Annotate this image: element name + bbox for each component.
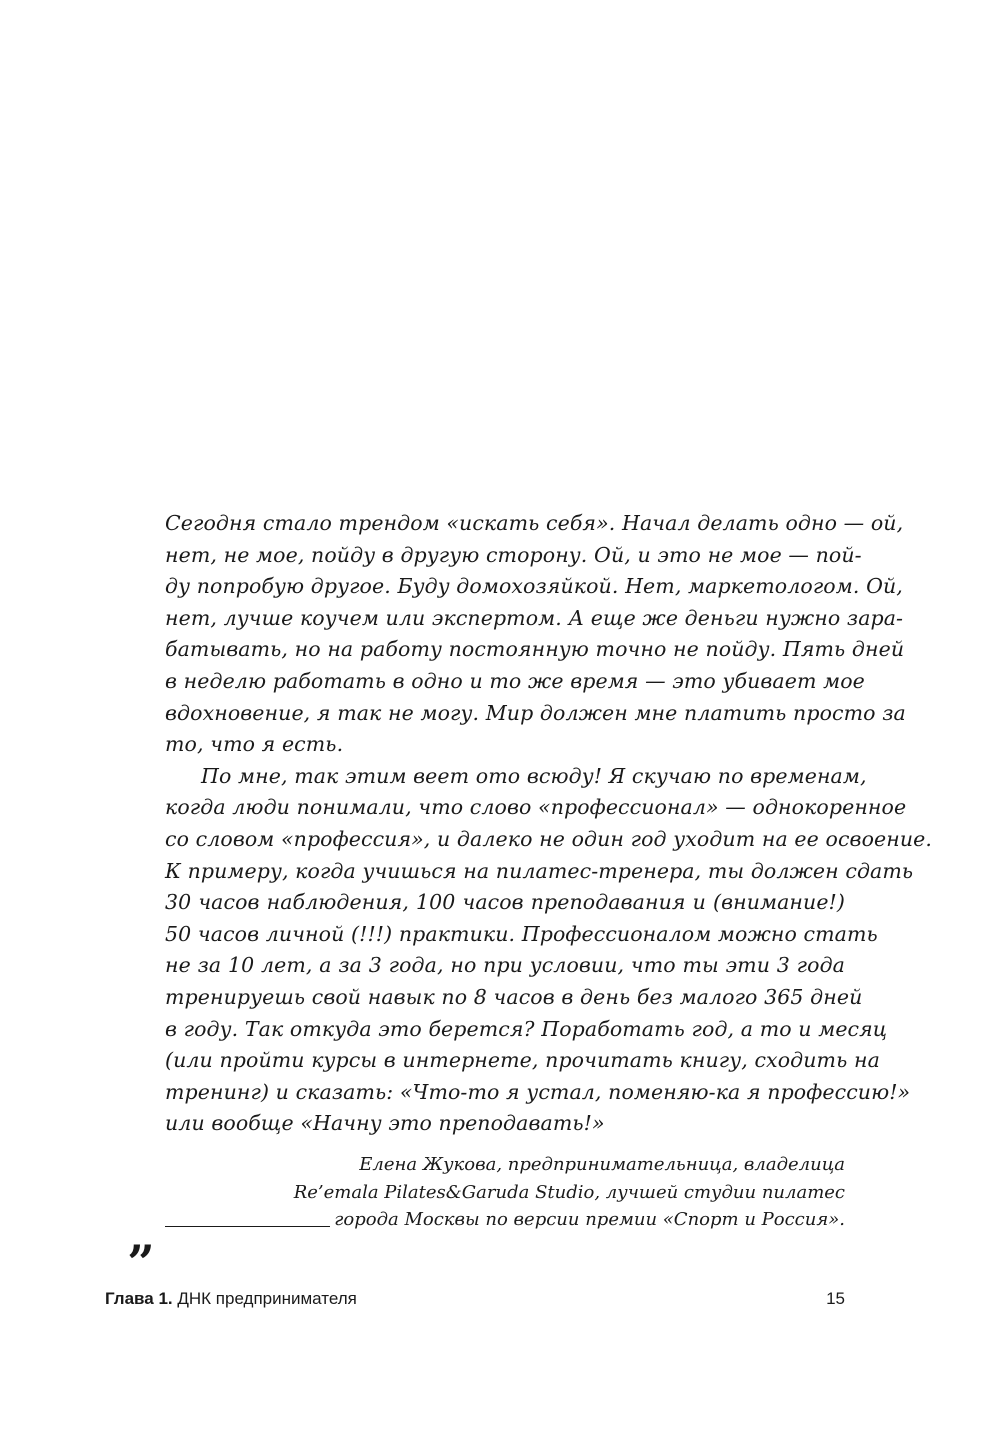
quote-line: то, что я есть. <box>165 732 344 757</box>
running-footer <box>105 1288 357 1310</box>
quote-line: нет, не мое, пойду в другую сторону. Ой, и это не мое — пой- <box>165 542 862 567</box>
quote-line: со словом «профессия», и далеко не один год уходит на ее освоение. <box>165 826 932 851</box>
quote-line: батывать, но на работу постоянную точно не пойду. Пять дней <box>165 637 905 662</box>
quote-line: Сегодня стало трендом «искать себя». Начал делать одно — ой, <box>165 511 904 535</box>
chapter-label: Глава 1. <box>105 1289 173 1308</box>
quote-line: в неделю работать в одно и то же время — это убивает мое <box>165 668 865 693</box>
quote-line: (или пройти курсы в интернете, прочитать книгу, сходить на <box>165 1048 880 1073</box>
quote-line: По мне, так этим веет ото всюду! Я скучаю по временам, <box>201 763 867 788</box>
quote-line: вдохновение, я так не могу. Мир должен мне платить просто за <box>165 700 906 725</box>
attribution-line-2: Re’emala Pilates&Garuda Studio, лучшей студии пилатес <box>293 1181 845 1203</box>
attribution-divider <box>165 1226 330 1227</box>
quote-line: не за 10 лет, а за 3 года, но при условии, что ты эти 3 года <box>165 953 845 978</box>
quote-line: нет, лучше коучем или экспертом. А еще же деньги нужно зара- <box>165 605 904 630</box>
chapter-title: ДНК предпринимателя <box>177 1289 357 1308</box>
quote-line: 30 часов наблюдения, 100 часов преподавания и (внимание!) <box>165 890 845 915</box>
quote-line: тренинг) и сказать: «Что-то я устал, поменяю-ка я профессию!» <box>165 1079 911 1104</box>
closing-quote-mark: „ <box>128 1208 156 1264</box>
quote-line: К примеру, когда учишься на пилатес-тренера, ты должен сдать <box>165 858 914 883</box>
quote-line: ду попробую другое. Буду домохозяйкой. Нет, маркетологом. Ой, <box>165 574 903 599</box>
quote-line: или вообще «Начну это преподавать!» <box>165 1111 605 1136</box>
page-number: 15 <box>826 1289 845 1308</box>
attribution-line-1: Елена Жукова, предпринимательница, владелица <box>359 1154 845 1175</box>
attribution-line-3: города Москвы по версии премии «Спорт и Россия». <box>334 1209 845 1230</box>
quote-line: тренируешь свой навык по 8 часов в день без малого 365 дней <box>165 984 863 1009</box>
quote-text <box>165 508 932 1140</box>
quote-attribution <box>165 1151 845 1234</box>
quote-line: когда люди понимали, что слово «профессионал» — однокоренное <box>165 795 907 820</box>
quote-line: 50 часов личной (!!!) практики. Профессионалом можно стать <box>165 921 878 946</box>
quote-line: в году. Так откуда это берется? Поработать год, а то и месяц <box>165 1016 888 1041</box>
